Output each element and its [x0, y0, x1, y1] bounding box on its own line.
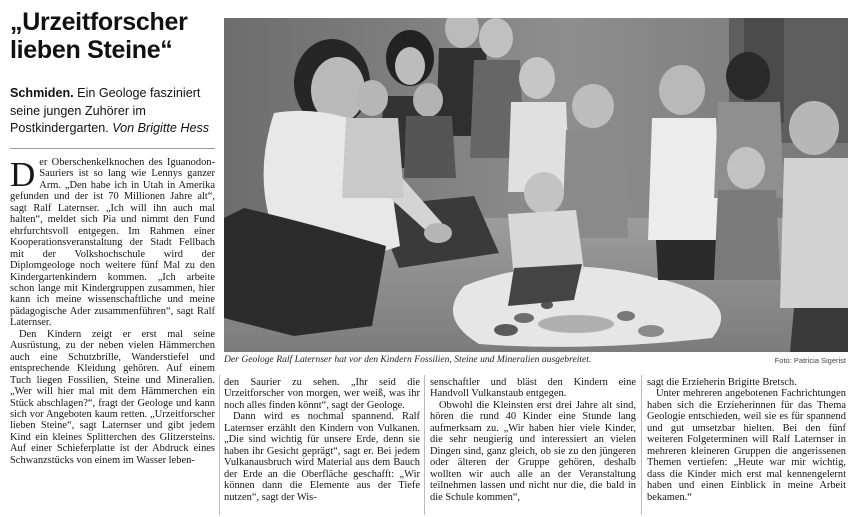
article-column-4	[647, 377, 846, 503]
photo-geologist-with-children	[224, 18, 848, 352]
article-column-3	[430, 377, 636, 503]
headline-line-2: lieben Steine“	[10, 36, 173, 64]
column-divider	[641, 375, 642, 515]
teaser-text: Ein Geologe fasziniert seine jungen Zuhörer im Postkindergarten.	[10, 86, 201, 135]
paragraph: Obwohl die Kleinsten erst drei Jahre alt sind, hören die rund 40 Kinder eine Stunde lang aufmerksam zu. „Wir haben hier viele Kinder, die sehr neugierig und interessiert an vielen Dingen sind, ganz gleich, ob sie zu den jüngeren oder älteren der Gruppe gehören, deshalb wollten wir auch alle an der Veranstaltung teilnehmen lassen und nicht nur die, die bald in die Schule kommen“,	[430, 399, 636, 503]
teaser-divider	[10, 148, 215, 149]
paragraph: senschaftler und bläst den Kindern eine Handvoll Vulkanstaub entgegen.	[430, 377, 636, 400]
paragraph: Dann wird es nochmal spannend. Ralf Laternser erzählt den Kindern von Vulkanen. „Die sind wichtig für unsere Erde, denn sie haben ihr Gesicht geprägt“, sagt er. Bei jedem Vulkanausbruch wird Material aus dem Bauch der Erde an die Oberfläche geschafft: „Wir können dann die Elemente aus der Tiefe nutzen“, sagt der Wis-	[224, 411, 420, 503]
headline	[10, 8, 215, 64]
article-column-1	[10, 157, 215, 466]
paragraph: Unter mehreren angebotenen Fachrichtungen haben sich die Erzieherinnen für das Thema Geologie entschieden, weil sie es für spannend und gut umsetzbar hielten. Bei den fünf weiteren Folgeterminen will Ralf Laternser in mehreren kleineren Gruppen die angerissenen Themen vertiefen: „Heute war mir wichtig, dass die Kinder mich erst mal kennengelernt haben und einen Einblick in meine Arbeit bekamen.“	[647, 388, 846, 503]
paragraph: sagt die Erzieherin Brigitte Bretsch.	[647, 377, 797, 388]
article-column-2	[224, 377, 420, 503]
article-photo	[224, 18, 848, 352]
column-divider	[424, 375, 425, 515]
photo-caption: Der Geologe Ralf Laternser hat vor den Kindern Fossilien, Steine und Mineralien ausgebreitet.	[224, 354, 592, 365]
column-divider	[219, 375, 220, 515]
paragraph-text: er Oberschenkelknochen des Iguanodon-Sauriers ist so lang wie Lennys ganzer Arm. „Den habe ich in Utah in Amerika gefunden und der ist 70 Millionen Jahre alt“, sagt Ralf Laternser. „Ich will ihn auch mal halten“, meldet sich Pia und nimmt den Fund ehrfurchtsvoll entgegen. Im Rahmen einer Kooperationsveranstaltung der Stadt Fellbach mit der Volkshochschule wird der Diplomgeologe noch weitere fünf Mal zu den Kindergartenkindern kommen. „Ich arbeite schon lange mit Kindergruppen zusammen, hier kann ich meine wissenschaftliche und meine pädagogische Ader zusammenführen“, sagt Ralf Laternser.	[10, 157, 215, 329]
headline-line-1: „Urzeitforscher	[10, 8, 188, 36]
paragraph	[10, 157, 215, 329]
teaser-place: Schmiden.	[10, 86, 74, 100]
photo-credit: Foto: Patricia Sigerist	[774, 356, 846, 365]
drop-cap: D	[10, 155, 36, 194]
byline: Von Brigitte Hess	[112, 121, 210, 135]
paragraph: Den Kindern zeigt er erst mal seine Ausrüstung, zu der neben vielen Hämmerchen auch eine Schutzbrille, Wanderstiefel und entsprechende Kleidung gehören. Auf einem Tuch liegen Fossilien, Steine und Mineralien. „Wer will hier mal mit dem Hämmerchen ein Stück abschlagen?“, fragt der Geologe und kann sich vor Angeboten kaum retten. „Urzeitforscher lieben Steine“, sagt Laternser und gibt jedem Kind ein kleines Splitterchen des Glitzersteins. Auf einer Schieferplatte ist der Abdruck eines Schwanzstücks von einem im Wasser leben-	[10, 328, 215, 466]
paragraph: den Saurier zu sehen. „Ihr seid die Urzeitforscher von morgen, wer weiß, was ihr noch alles finden könnt“, sagt der Geologe.	[224, 377, 420, 411]
teaser	[10, 85, 215, 138]
